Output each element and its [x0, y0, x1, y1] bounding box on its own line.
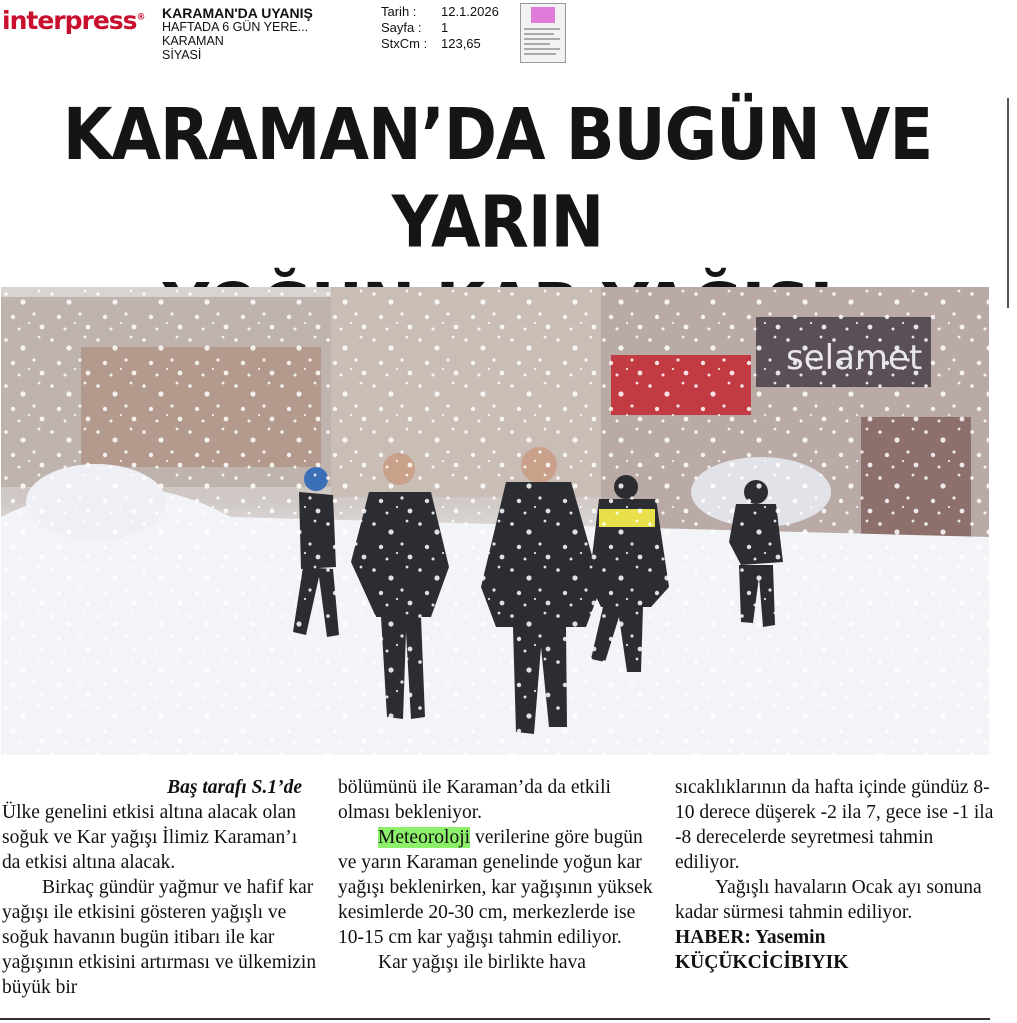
- meta-page-value: 1: [441, 20, 449, 35]
- publication-info: [162, 6, 313, 62]
- publication-section: SİYASİ: [162, 48, 202, 62]
- highlight-keyword: Meteoroloji: [378, 827, 471, 848]
- interpress-logo: [2, 6, 145, 35]
- article-column-2: [338, 775, 656, 975]
- paragraph-4-cont: sıcaklıklarının da hafta içinde gündüz 8-10 derece düşerek -2 ila 7, gece ise -1 ila -8 derecelerde seyretmesi tahmin ediliyor.: [675, 777, 994, 873]
- continued-from-note: Baş tarafı S.1’de: [167, 777, 302, 798]
- publication-city: KARAMAN: [162, 34, 224, 48]
- falling-snow: [1, 287, 989, 755]
- thumbnail-line: [524, 43, 550, 45]
- paragraph-2: Birkaç gündür yağmur ve hafif kar yağışı ile etkisini gösteren yağışlı ve soğuk havanın bugün itibarı ile kar yağışının etkisini artırması ve ülkemizin büyük bir: [2, 877, 317, 998]
- logo-text: interpress: [2, 6, 137, 35]
- meta-date-key: Tarih :: [381, 4, 417, 19]
- meta-page-row: [381, 20, 499, 36]
- meta-stxcm-key: StxCm :: [381, 36, 428, 51]
- meta-date-row: [381, 4, 499, 20]
- meta-date-value: 12.1.2026: [441, 4, 499, 19]
- paragraph-4: Kar yağışı ile birlikte hava: [378, 952, 586, 973]
- publication-name: KARAMAN'DA UYANIŞ: [162, 5, 313, 21]
- paragraph-2-cont: bölümünü ile Karaman’da da etkili olması bekleniyor.: [338, 777, 611, 823]
- paragraph-5: Yağışlı havaların Ocak ayı sonuna kadar sürmesi tahmin ediliyor.: [675, 877, 982, 923]
- publication-frequency: HAFTADA 6 GÜN YERE...: [162, 20, 309, 34]
- paragraph-3: [338, 825, 656, 950]
- paragraph-3-text: verilerine göre bugün ve yarın Karaman genelinde yoğun kar yağışı beklenirken, kar yağışının yüksek kesimlerde 20-30 cm, merkezlerde ise 10-15 cm kar yağışı tahmin ediliyor.: [338, 827, 653, 948]
- page-thumbnail[interactable]: [520, 3, 566, 63]
- article-column-1: [2, 775, 320, 1000]
- thumbnail-line: [524, 28, 560, 30]
- bottom-divider: [0, 1018, 990, 1020]
- meta-stxcm-value: 123,65: [441, 36, 481, 51]
- registered-mark: ®: [136, 12, 145, 23]
- thumbnail-highlight: [531, 7, 555, 23]
- byline-label: HABER:: [675, 927, 751, 948]
- thumbnail-line: [524, 48, 560, 50]
- paragraph-1: Ülke genelini etkisi altına alacak olan soğuk ve Kar yağışı İlimiz Karaman’ı da etkisi altına alacak.: [2, 802, 298, 873]
- byline-name: Yasemin KÜÇÜKCİCİBIYIK: [675, 927, 849, 973]
- clipping-meta: [381, 4, 499, 52]
- meta-stxcm-row: [381, 36, 499, 52]
- thumbnail-line: [524, 33, 554, 35]
- thumbnail-line: [524, 38, 560, 40]
- article-column-3: [675, 775, 995, 975]
- meta-page-key: Sayfa :: [381, 20, 422, 35]
- byline: [675, 925, 995, 975]
- headline-line-1: KARAMAN’DA BUGÜN VE YARIN: [62, 94, 933, 265]
- side-divider: [1007, 98, 1009, 308]
- photo-illustration: [1, 287, 989, 755]
- snow-street-photo: [1, 287, 989, 755]
- thumbnail-line: [524, 53, 556, 55]
